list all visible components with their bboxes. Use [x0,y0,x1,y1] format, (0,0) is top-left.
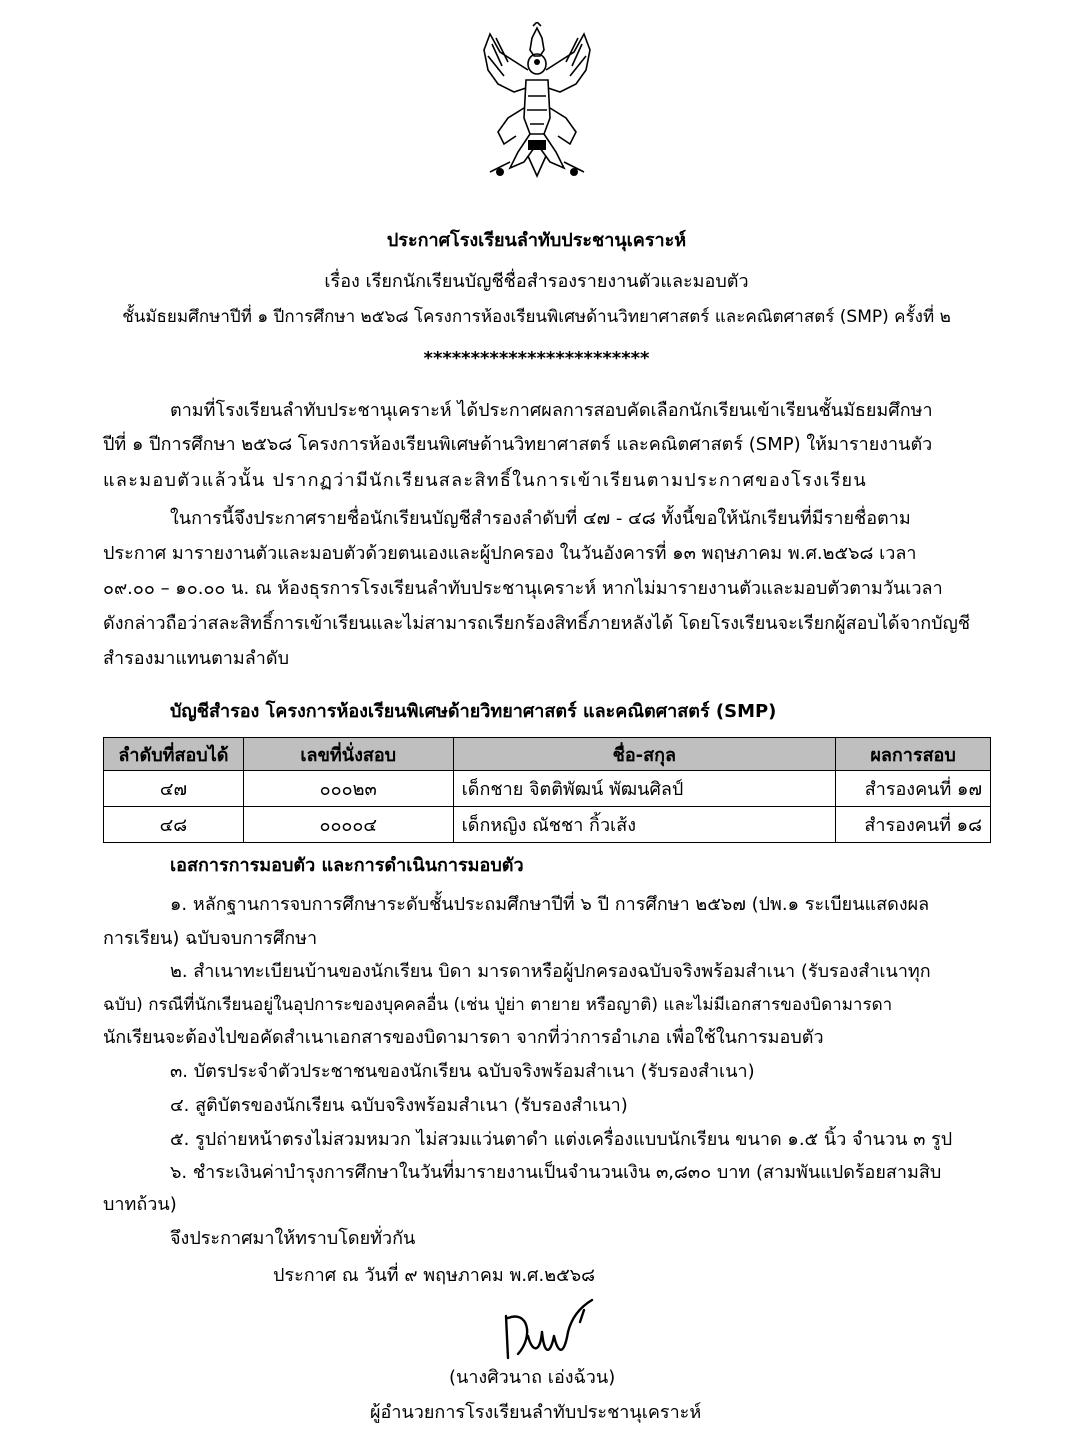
garuda-emblem-icon [480,22,594,182]
documents-heading: เอสการการมอบตัว และการดำเนินการมอบตัว [170,855,524,876]
signature-icon [498,1296,596,1366]
document-item: ๓. บัตรประจำตัวประชาชนของนักเรียน ฉบับจริงพร้อมสำเนา (รับรองสำเนา) [170,1061,755,1082]
document-item: ฉบับ) กรณีที่นักเรียนอยู่ในอุปการะของบุคคลอื่น (เช่น ปู่ย่า ตายาย หรือญาติ) และไม่มีเอกสารของบิดามารดา [103,995,893,1015]
reserve-list-table [103,737,991,843]
table-row [104,807,991,843]
paragraph-line: และมอบตัวแล้วนั้น ปรากฏว่ามีนักเรียนสละสิทธิ์ในการเข้าเรียนตามประกาศของโรงเรียน [103,470,867,491]
rank-cell: ๔๘ [104,807,244,843]
seat-number-cell: ๐๐๐๒๓ [243,771,453,807]
document-item: การเรียน) ฉบับจบการศึกษา [103,928,318,949]
document-item: ๖. ชำระเงินค่าบำรุงการศึกษาในวันที่มารายงานเป็นจำนวนเงิน ๓,๘๓๐ บาท (สามพันแปดร้อยสามสิบ [170,1162,942,1183]
student-name-cell: เด็กหญิง ณัชชา กิ้วเส้ง [453,807,835,843]
column-header: ลำดับที่สอบได้ [104,738,244,771]
paragraph-line: สำรองมาแทนตามลำดับ [103,648,290,669]
document-item: ๕. รูปถ่ายหน้าตรงไม่สวมหมวก ไม่สวมแว่นตาดำ แต่งเครื่องแบบนักเรียน ขนาด ๑.๕ นิ้ว จำนวน ๓ รูป [170,1129,953,1150]
rank-cell: ๔๗ [104,771,244,807]
table-header-row [104,738,991,771]
document-item: บาทถ้วน) [103,1194,177,1215]
closing-statement: จึงประกาศมาให้ทราบโดยทั่วกัน [170,1228,416,1249]
column-header: ผลการสอบ [836,738,991,771]
student-name-cell: เด็กชาย จิตติพัฒน์ พัฒนศิลป์ [453,771,835,807]
result-cell: สำรองคนที่ ๑๘ [836,807,991,843]
page-title: ประกาศโรงเรียนลำทับประชานุเคราะห์ [386,230,687,251]
announcement-date: ประกาศ ณ วันที่ ๙ พฤษภาคม พ.ศ.๒๕๖๘ [273,1265,596,1286]
paragraph-line: ปีที่ ๑ ปีการศึกษา ๒๕๖๘ โครงการห้องเรียนพิเศษด้านวิทยาศาสตร์ และคณิตศาสตร์ (SMP) ให้มารายงานตัว [103,434,933,455]
table-row [104,771,991,807]
subject-line: เรื่อง เรียกนักเรียนบัญชีชื่อสำรองรายงานตัวและมอบตัว [324,271,749,292]
table-caption: บัญชีสำรอง โครงการห้องเรียนพิเศษด้ายวิทยาศาสตร์ และคณิตศาสตร์ (SMP) [170,701,777,722]
result-cell: สำรองคนที่ ๑๗ [836,771,991,807]
signer-name: (นางศิวนาถ เอ่งฉ้วน) [449,1367,616,1388]
separator-stars: ************************ [423,348,650,369]
column-header: ชื่อ-สกุล [453,738,835,771]
seat-number-cell: ๐๐๐๐๔ [243,807,453,843]
paragraph-line: ในการนี้จึงประกาศรายชื่อนักเรียนบัญชีสำรองลำดับที่ ๔๗ - ๔๘ ทั้งนี้ขอให้นักเรียนที่มีรายชื่อตาม [170,508,911,529]
paragraph-line: ประกาศ มารายงานตัวและมอบตัวด้วยตนเองและผู้ปกครอง ในวันอังคารที่ ๑๓ พฤษภาคม พ.ศ.๒๕๖๘ เวลา [103,543,917,564]
signer-title: ผู้อำนวยการโรงเรียนลำทับประชานุเคราะห์ [370,1402,702,1423]
paragraph-line: ๐๙.๐๐ – ๑๐.๐๐ น. ณ ห้องธุรการโรงเรียนลำทับประชานุเคราะห์ หากไม่มารายงานตัวและมอบตัวตามวันเวลา [103,578,943,599]
document-item: ๔. สูติบัตรของนักเรียน ฉบับจริงพร้อมสำเนา (รับรองสำเนา) [170,1095,628,1116]
column-header: เลขที่นั่งสอบ [243,738,453,771]
subtitle-line: ชั้นมัธยมศึกษาปีที่ ๑ ปีการศึกษา ๒๕๖๘ โครงการห้องเรียนพิเศษด้านวิทยาศาสตร์ และคณิตศาสตร์ (SMP) ครั้งที่ ๒ [122,307,951,327]
paragraph-line: ตามที่โรงเรียนลำทับประชานุเคราะห์ ได้ประกาศผลการสอบคัดเลือกนักเรียนเข้าเรียนชั้นมัธยมศึกษา [170,400,933,421]
document-item: ๑. หลักฐานการจบการศึกษาระดับชั้นประถมศึกษาปีที่ ๖ ปี การศึกษา ๒๕๖๗ (ปพ.๑ ระเบียนแสดงผล [170,894,930,915]
document-item: นักเรียนจะต้องไปขอคัดสำเนาเอกสารของบิดามารดา จากที่ว่าการอำเภอ เพื่อใช้ในการมอบตัว [103,1027,824,1048]
document-item: ๒. สำเนาทะเบียนบ้านของนักเรียน บิดา มารดาหรือผู้ปกครองฉบับจริงพร้อมสำเนา (รับรองสำเนาทุก [170,961,931,982]
paragraph-line: ดังกล่าวถือว่าสละสิทธิ์การเข้าเรียนและไม่สามารถเรียกร้องสิทธิ์ภายหลังได้ โดยโรงเรียนจะเรียกผู้สอบได้จากบัญชี [103,613,971,634]
